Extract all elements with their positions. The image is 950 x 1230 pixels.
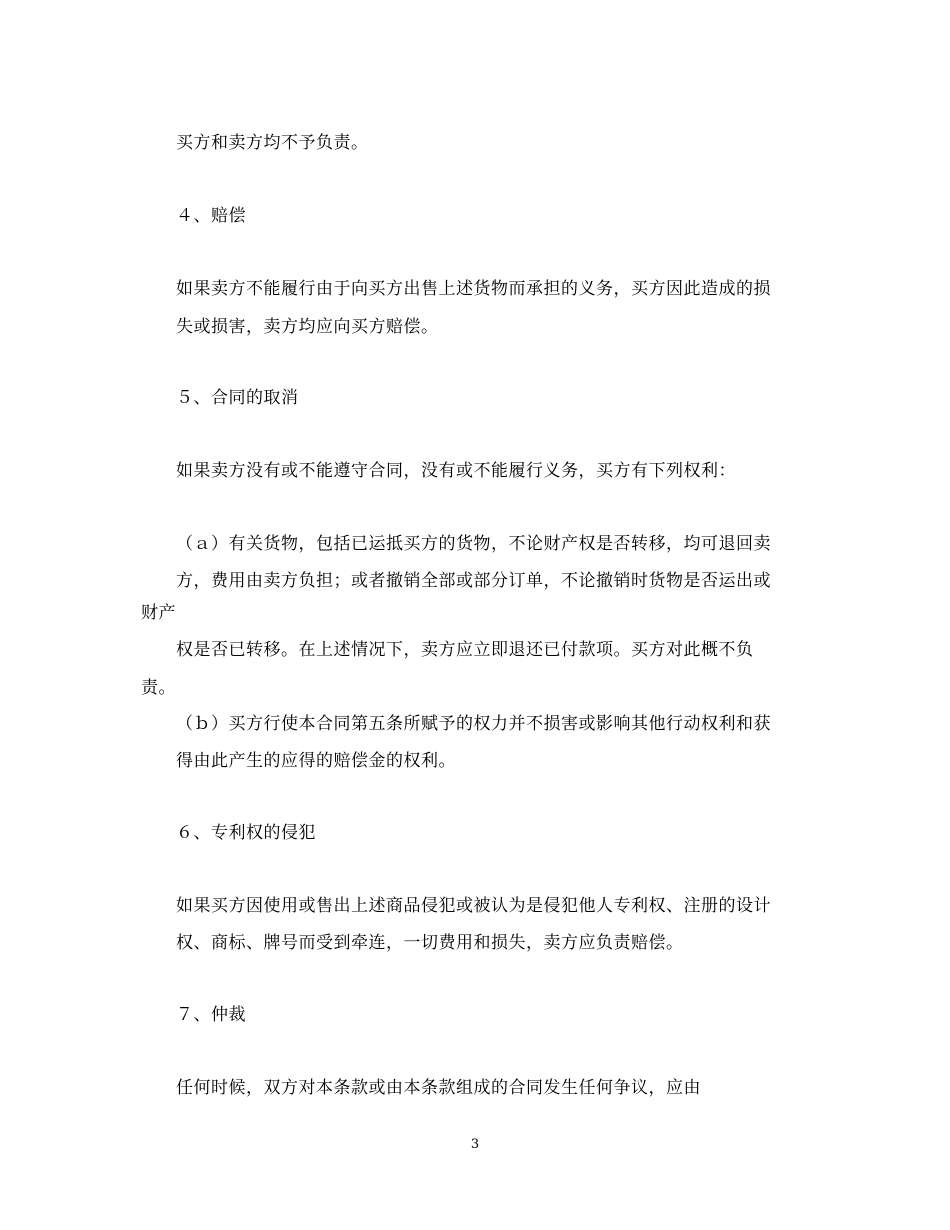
paragraph-line: （ｂ）买方行使本合同第五条所赋予的权力并不损害或影响其他行动权利和获 xyxy=(176,714,771,734)
paragraph-line: 失或损害，卖方均应向买方赔偿。 xyxy=(176,317,439,337)
paragraph-line: 权、商标、牌号而受到牵连，一切费用和损失，卖方应负责赔偿。 xyxy=(176,933,684,953)
section-heading-patent: ６、专利权的侵犯 xyxy=(176,823,316,843)
paragraph-line: 如果卖方没有或不能遵守合同，没有或不能履行义务，买方有下列权利： xyxy=(176,461,736,481)
section-heading-arbitration: ７、仲裁 xyxy=(176,1005,246,1025)
page-number: 3 xyxy=(470,1137,480,1152)
paragraph-line: 财产 xyxy=(141,603,176,623)
paragraph-line: 任何时候，双方对本条款或由本条款组成的合同发生任何争议，应由 xyxy=(176,1078,701,1098)
paragraph-line: 如果卖方不能履行由于向买方出售上述货物而承担的义务，买方因此造成的损 xyxy=(176,279,771,299)
paragraph-line: 责。 xyxy=(141,678,176,698)
paragraph-line: （ａ）有关货物，包括已运抵买方的货物，不论财产权是否转移，均可退回卖 xyxy=(176,534,771,554)
paragraph-line: 得由此产生的应得的赔偿金的权利。 xyxy=(176,751,456,771)
paragraph-line: 权是否已转移。在上述情况下，卖方应立即退还已付款项。买方对此概不负 xyxy=(176,640,754,660)
paragraph-line: 方，费用由卖方负担；或者撤销全部或部分订单，不论撤销时货物是否运出或 xyxy=(176,571,771,591)
section-heading-compensation: ４、赔偿 xyxy=(176,206,246,226)
paragraph-line: 买方和卖方均不予负责。 xyxy=(176,133,369,153)
section-heading-cancellation: ５、合同的取消 xyxy=(176,388,299,408)
paragraph-line: 如果买方因使用或售出上述商品侵犯或被认为是侵犯他人专利权、注册的设计 xyxy=(176,896,771,916)
